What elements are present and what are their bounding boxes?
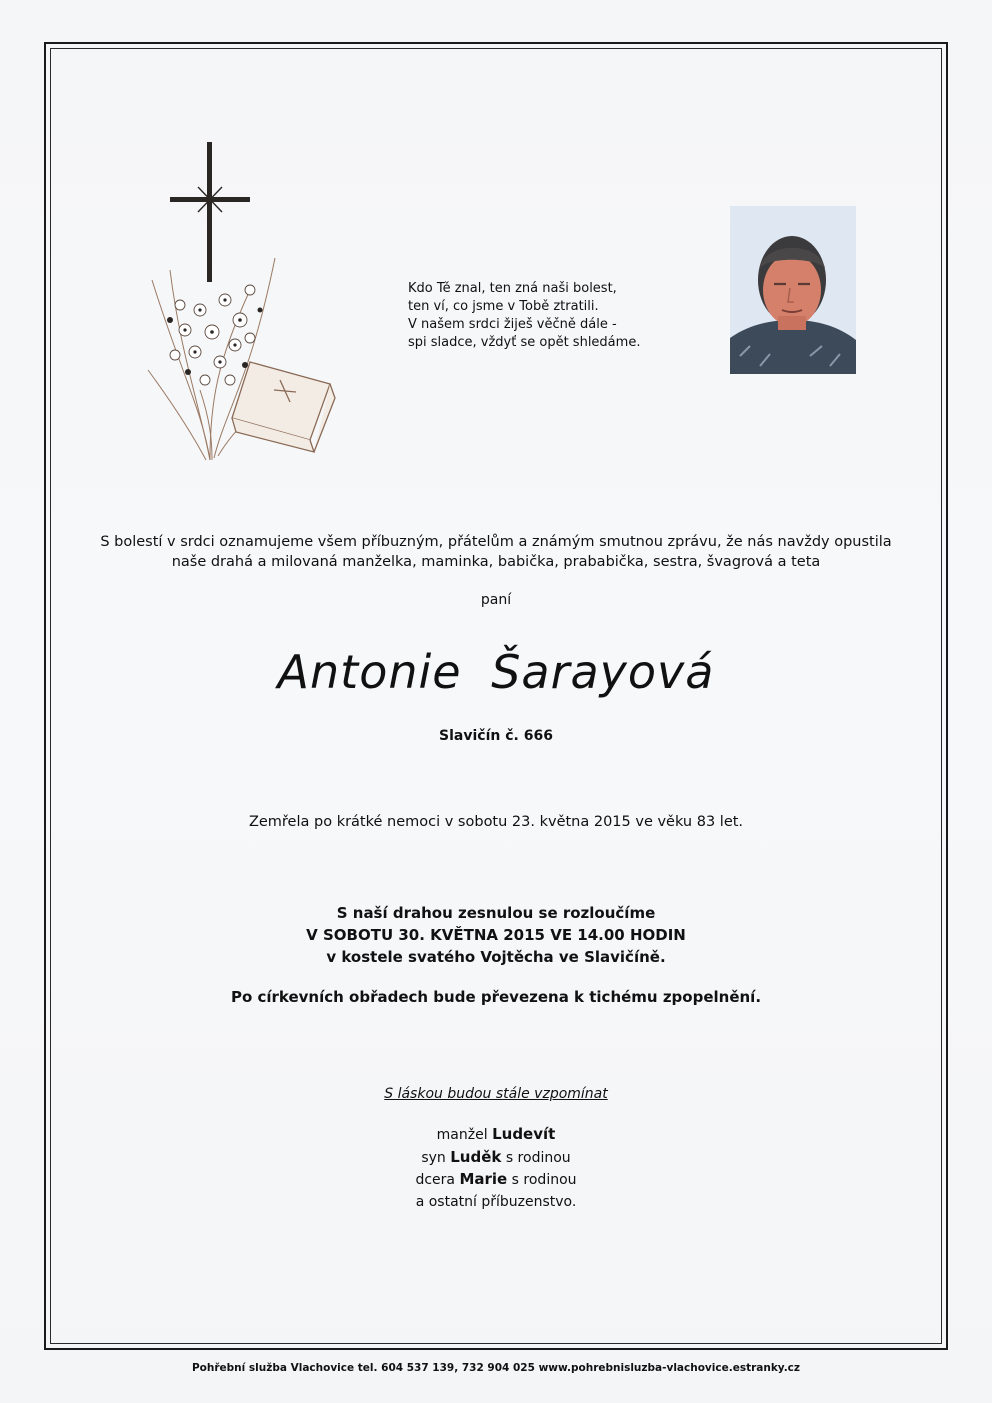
- mourner-name: Ludevít: [492, 1125, 556, 1143]
- mourner-suffix: s rodinou: [511, 1172, 577, 1188]
- poem-line: ten ví, co jsme v Tobě ztratili.: [408, 299, 599, 314]
- mourner-row: [60, 1169, 932, 1192]
- ceremony-date: V SOBOTU 30. KVĚTNA 2015 VE 14.00 HODIN: [306, 926, 686, 944]
- poem-line: spi sladce, vždyť se opět shledáme.: [408, 335, 641, 350]
- remembrance-heading: S láskou budou stále vzpomínat: [384, 1086, 608, 1102]
- ceremony-place: v kostele svatého Vojtěcha ve Slavičíně.: [326, 948, 666, 966]
- mourner-relation: manžel: [436, 1127, 488, 1143]
- cremation-note: Po církevních obřadech bude převezena k tichému zpopelnění.: [230, 988, 762, 1006]
- mourner-row: [60, 1147, 932, 1170]
- mourner-row: [60, 1124, 932, 1147]
- mourner-closing: a ostatní příbuzenstvo.: [415, 1193, 577, 1210]
- deceased-address: Slavičín č. 666: [439, 728, 553, 744]
- mourner-name: Marie: [459, 1170, 508, 1188]
- mourner-relation: dcera: [415, 1172, 455, 1188]
- mourners-list: [60, 1124, 932, 1213]
- cross-flowers-bible-icon: [140, 140, 350, 470]
- ceremony-line: S naší drahou zesnulou se rozloučíme: [336, 904, 656, 922]
- portrait-photo: [730, 206, 856, 374]
- mourner-suffix: s rodinou: [505, 1149, 571, 1166]
- mourner-name: Luděk: [450, 1147, 502, 1166]
- deceased-name: Antonie Šarayová: [277, 645, 715, 699]
- ceremony-details: [60, 902, 932, 968]
- announcement-line: naše drahá a milovaná manželka, maminka, babička, prababička, sestra, švagrová a teta: [171, 554, 821, 570]
- death-notice: Zemřela po krátké nemoci v sobotu 23. května 2015 ve věku 83 let.: [248, 814, 744, 830]
- mourner-relation: syn: [421, 1149, 446, 1166]
- announcement-text: [60, 532, 932, 572]
- salutation: paní: [480, 592, 512, 608]
- announcement-line: S bolestí v srdci oznamujeme všem příbuzným, přátelům a známým smutnou zprávu, že nás navždy opustila: [100, 534, 892, 550]
- memorial-poem: [408, 280, 668, 352]
- poem-line: Kdo Tě znal, ten zná naši bolest,: [408, 281, 617, 296]
- poem-line: V našem srdci žiješ věčně dále -: [408, 317, 617, 332]
- funeral-service-footer: Pohřební služba Vlachovice tel. 604 537 139, 732 904 025 www.pohrebnisluzba-vlachovice.estranky.cz: [191, 1362, 801, 1374]
